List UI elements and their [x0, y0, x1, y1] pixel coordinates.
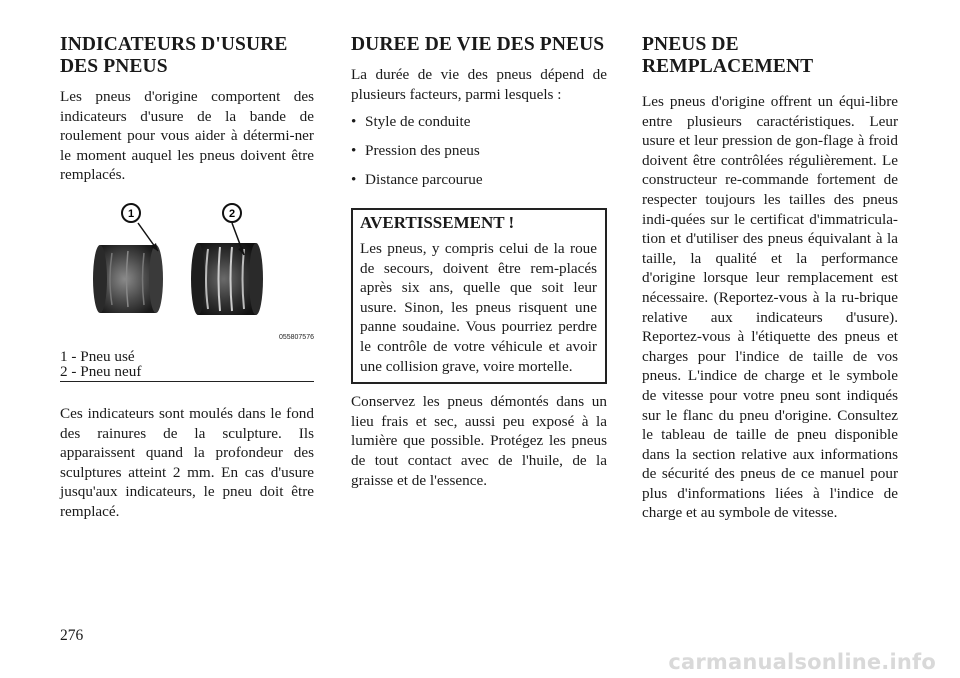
- page-number: 276: [60, 627, 84, 644]
- worn-tire: [93, 245, 163, 313]
- bullet-glyph: •: [351, 142, 357, 160]
- column-replacement-tires: [642, 34, 898, 523]
- section-title-replacement-tires: PNEUS DE REMPLACEMENT: [642, 34, 814, 77]
- callout-2-label: 2: [228, 207, 236, 220]
- watermark: carmanualsonline.info: [668, 650, 936, 674]
- bullet-glyph: •: [351, 171, 357, 189]
- caption-new-tire: 2 - Pneu neuf: [60, 362, 142, 380]
- warning-title: AVERTISSEMENT !: [360, 212, 515, 232]
- list-item: • Style de conduite: [351, 113, 471, 131]
- section-title-tread-wear-indicators: INDICATEURS D'USURE DES PNEUS: [60, 34, 288, 77]
- figure-code: 055807576: [278, 333, 314, 341]
- column-tire-life: [351, 34, 607, 490]
- list-item: • Distance parcourue: [351, 171, 483, 189]
- tire-wear-figure: [60, 199, 314, 349]
- warning-box: [351, 208, 607, 384]
- callout-1: [122, 204, 158, 251]
- warning-text: Les pneus, y compris celui de la roue de secours, doivent être rem-placés après six ans, quelle que soit leur usure. Sinon, les pneus risquent une panne soudaine. Vous pourriez perdre le contrôle de votre véhicule et avoir une collision grave, voire mortelle.: [360, 239, 597, 375]
- paragraph-wear-intro: Les pneus d'origine comportent des indicateurs d'usure de la bande de roulement pour vous aider à détermi-ner le moment auquel les pneus doivent être remplacés.: [60, 88, 314, 184]
- section-title-tire-life: DUREE DE VIE DES PNEUS: [351, 34, 605, 55]
- paragraph-wear-body: Ces indicateurs sont moulés dans le fond des rainures de la sculpture. Ils apparaissent quand la profondeur des sculptures atteint 2 mm. En cas d'usure jusqu'aux indicateurs, le pneu doit être remplacé.: [60, 404, 314, 520]
- life-factors-list: [351, 112, 607, 190]
- new-tire: [191, 243, 263, 315]
- caption-worn-tire: 1 - Pneu usé: [60, 347, 135, 365]
- list-item: • Pression des pneus: [351, 142, 480, 160]
- callout-1-label: 1: [127, 207, 135, 220]
- tire-comparison-illustration: [60, 199, 314, 349]
- bullet-glyph: •: [351, 113, 357, 131]
- paragraph-life-intro: La durée de vie des pneus dépend de plusieurs facteurs, parmi lesquels :: [351, 66, 607, 103]
- column-tread-wear-indicators: [60, 34, 314, 522]
- paragraph-replacement-body: Les pneus d'origine offrent un équi-libre entre plusieurs caractéristiques. Leur usure et leur pression de gon-flage à froid doivent être contrôlées régulièrement. Le constructeur re-commande fortement de respecter toujours les tailles des pneus indi-quées sur le certificat d'immatricula-tion et d'utiliser des pneus équivalant à la taille, la qualité et la performance d'origine lorsque leur remplacement est nécessaire. (Reportez-vous à la ru-brique relative aux indicateurs d'usure). Reportez-vous à l'étiquette des pneus et charges pour l'indice de taille de vos pneus. L'indice de charge et le symbole de vitesse pour votre pneu sont indiqués sur le flanc du pneu d'origine. Consultez le tableau de taille de pneu disponible dans la section relative aux informations de sécurité des pneus de ce manuel pour plus d'informations liées à l'indice de charge et au symbole de vitesse.: [642, 93, 898, 522]
- caption-divider: [60, 381, 314, 382]
- paragraph-life-storage: Conservez les pneus démontés dans un lieu frais et sec, aussi peu exposé à la lumière que possible. Protégez les pneus de tout contact avec de l'huile, de la graisse et de l'essence.: [351, 393, 607, 489]
